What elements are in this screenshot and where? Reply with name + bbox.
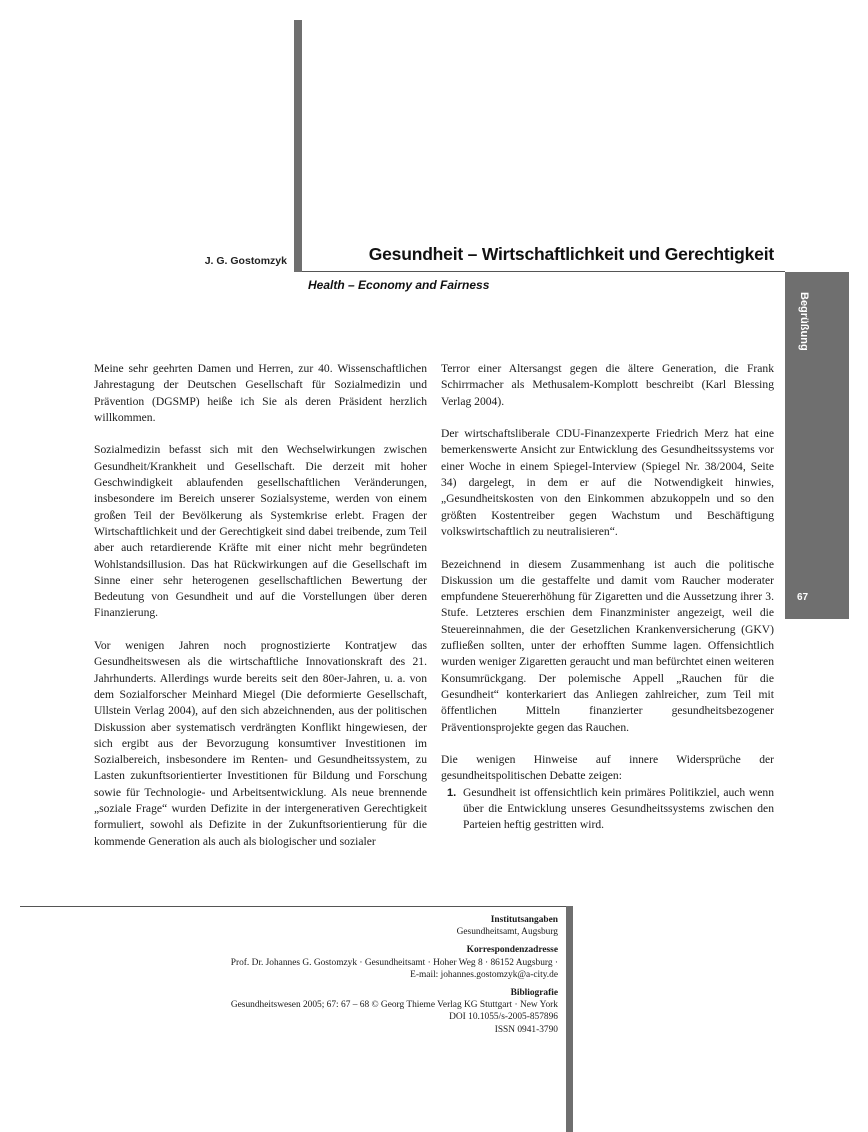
left-column (94, 361, 427, 866)
paragraph: Sozialmedizin befasst sich mit den Wechselwirkungen zwischen Gesundheit/Krankheit und Gesellschaft. Die derzeit mit hoher Geschwindigkeit ablaufenden gesellschaftlichen Veränderungen, insbesondere im Bereich unserer Sozialsysteme, werden von einem großen Teil der Bevölkerung als Systemkrise erlebt. Fragen der Wirtschaftlichkeit und der Gerechtigkeit sind dabei treibende, zum Teil aber auch retardierende Kräfte mit einer nicht mehr begründeten Wohlstandsillusion. Das hat Rückwirkungen auf die Gesellschaft im Sinne einer sehr heterogenen gesellschaftlichen Bewertung der Bedeutung von Gesundheit und auf die Vorstellungen über deren Finanzierung. (94, 443, 427, 620)
numbered-list (441, 785, 774, 834)
paragraph: Meine sehr geehrten Damen und Herren, zur 40. Wissenschaftlichen Jahrestagung der Deutschen Gesellschaft für Sozialmedizin und Prävention (DGSMP) heiße ich Sie als deren Präsident herzlich willkommen. (94, 362, 427, 424)
article-subtitle: Health – Economy and Fairness (308, 278, 490, 292)
correspondence-heading: Korrespondenzadresse (466, 945, 558, 956)
bibliography-citation: Gesundheitswesen 2005; 67: 67 – 68 © Georg Thieme Verlag KG Stuttgart · New York (230, 1000, 558, 1011)
list-number: 1. (447, 786, 457, 799)
author: J. G. Gostomzyk (204, 255, 287, 267)
correspondence-address: Prof. Dr. Johannes G. Gostomzyk · Gesundheitsamt · Hoher Weg 8 · 86152 Augsburg · (230, 957, 558, 968)
section-label-wrapper (778, 292, 834, 372)
top-vertical-bar (294, 20, 302, 272)
section-label: Begrüßung (798, 292, 810, 351)
paragraph: Terror einer Altersangst gegen die ältere Generation, die Frank Schirrmacher als Methusalem-Komplott beschreibt (Karl Blessing Verlag 2004). (441, 362, 774, 408)
paragraph: Der wirtschaftsliberale CDU-Finanzexperte Friedrich Merz hat eine bemerkenswerte Ansicht zur Entwicklung des Gesundheitssystems vor einer Woche in einem Spiegel-Interview (Spiegel Nr. 38/2004, Seite 34) dargelegt, in dem er auf die Notwendigkeit hinwies, „Gesundheitskosten von den Einkommen abzukoppeln und so den größten Kostentreiber gegen Wachstum und Beschäftigung volkswirtschaftlich zu neutralisieren“. (441, 427, 774, 538)
institute: Gesundheitsamt, Augsburg (456, 927, 558, 938)
footer-rule (20, 906, 566, 907)
article-title: Gesundheit – Wirtschaftlichkeit und Gerechtigkeit (368, 244, 774, 264)
page-number: 67 (797, 592, 809, 603)
title-rule (302, 271, 785, 272)
article-footer (150, 914, 558, 1036)
list-item (441, 785, 774, 834)
paragraph: Bezeichnend in diesem Zusammenhang ist auch die politische Diskussion um die gestaffelte und damit vom Raucher moderater empfundene Steuererhöhung für Zigaretten und die Aussetzung ihrer 3. Stufe. Letzteres erschien dem Finanzminister angezeigt, weil die Steuereinnahmen, die der Gesetzlichen Krankenversicherung (GKV) zufließen sollten, unter der erhofften Summe lagen. Offensichtlich wurden weniger Zigaretten geraucht und man befürchtet einen weiteren Konsumrückgang. Der polemische Appell „Rauchen für die Gesundheit“ konterkariert das Anliegen zahlreicher, zum Teil mit öffentlichen Mitteln finanzierter gesundheitsbezogener Präventionsprojekte gegen das Rauchen. (441, 557, 774, 734)
bottom-vertical-bar (566, 906, 573, 1132)
paragraph: Vor wenigen Jahren noch prognostizierte Kontratjew das Gesundheitswesen als die wirtschaftliche Innovationskraft des 21. Jahrhunderts. Allerdings wurde bereits seit den 80er-Jahren, u. a. von dem Sozialforscher Meinhard Miegel (Die deformierte Gesellschaft, Ullstein Verlag 2004), auf den sich abzeichnenden, aus der politischen Diskussion aber systematisch verdrängten Konflikt hingewiesen, der sich ergibt aus der Bevorzugung konsumtiver Investitionen im Sozialbereich, insbesondere im Renten- und Gesundheitssystem, zu Lasten zukunftsorientierter Investitionen für Bildung und Forschung sowie für Technologie- und Arbeitsentwicklung. Als neue brennende „soziale Frage“ wurden Defizite in der intergenerativen Gerechtigkeit formuliert, sowohl als Defizite in der Zukunftsorientierung für die kommende Generation als auch als biologischer und sozialer (94, 639, 427, 848)
correspondence-email: E-mail: johannes.gostomzyk@a-city.de (410, 969, 558, 980)
right-column (441, 361, 774, 834)
bibliography-heading: Bibliografie (510, 988, 558, 999)
institute-heading: Institutsangaben (490, 915, 558, 925)
paragraph: Die wenigen Hinweise auf innere Widersprüche der gesundheitspolitischen Debatte zeigen: (441, 753, 774, 783)
list-text: Gesundheit ist offensichtlich kein primäres Politikziel, auch wenn über die Entwicklung unseres Gesundheitssystems zwischen den Parteien heftig gestritten wird. (463, 785, 774, 832)
bibliography-issn: ISSN 0941-3790 (494, 1024, 558, 1035)
bibliography-doi: DOI 10.1055/s-2005-857896 (449, 1012, 558, 1023)
